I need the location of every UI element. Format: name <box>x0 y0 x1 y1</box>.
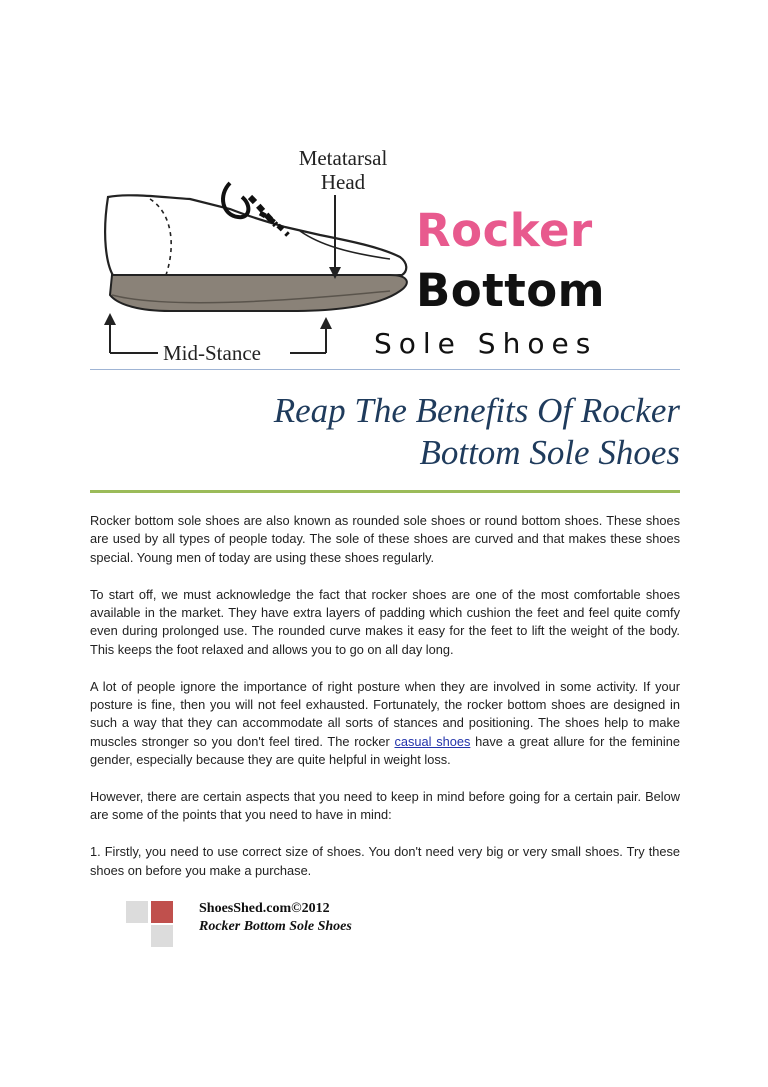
brand-word-sole-shoes: Sole Shoes <box>374 327 598 360</box>
paragraph-3-text-a: A lot of people ignore the importance of right posture when they are involved in some activity. If your posture is fine, then you will not feel exhausted. Fortunately, the rocker bottom shoes are designed in such a way that they can accommodate all sorts of stances and positioning. The shoes help to make muscles stronger so you don't feel tired. The rocker <box>90 678 680 749</box>
casual-shoes-link[interactable]: casual shoes <box>394 733 471 749</box>
brand-word-rocker: Rocker <box>416 204 593 257</box>
paragraph-3 <box>90 678 680 770</box>
brand-word-bottom: Bottom <box>416 264 606 317</box>
metatarsal-label <box>278 146 408 194</box>
logo-square-gray-top <box>126 901 148 923</box>
footer <box>199 900 352 936</box>
page-title-line1: Reap The Benefits Of Rocker <box>273 391 680 430</box>
page-title <box>180 390 680 474</box>
article-body <box>90 512 680 898</box>
paragraph-3-text-b: have a great allure for the feminine gender, especially because they are quite helpful in weight loss. <box>90 733 680 768</box>
footer-site: ShoesShed.com©2012 <box>199 901 330 916</box>
paragraph-5: 1. Firstly, you need to use correct size of shoes. You don't need very big or very small shoes. Try these shoes on before you make a purchase. <box>90 844 680 878</box>
hero-divider <box>90 369 680 370</box>
footer-doc-name: Rocker Bottom Sole Shoes <box>199 919 352 934</box>
paragraph-1: Rocker bottom sole shoes are also known as rounded sole shoes or round bottom shoes. These shoes are used by all types of people today. The sole of these shoes are curved and that makes these shoes special. Young men of today are using these shoes regularly. <box>90 513 680 565</box>
mid-stance-label: Mid-Stance <box>163 341 261 365</box>
metatarsal-label-line1: Metatarsal <box>298 146 388 170</box>
title-divider <box>90 490 680 493</box>
footer-logo-icon <box>126 901 174 947</box>
paragraph-4: However, there are certain aspects that you need to keep in mind before going for a certain pair. Below are some of the points that you need to have in mind: <box>90 789 680 823</box>
hero-image <box>90 135 682 373</box>
metatarsal-label-line2: Head <box>320 170 366 194</box>
logo-square-gray-bottom <box>151 925 173 947</box>
page-title-line2: Bottom Sole Shoes <box>419 433 680 472</box>
logo-square-red <box>151 901 173 923</box>
paragraph-2: To start off, we must acknowledge the fact that rocker shoes are one of the most comfortable shoes available in the market. They have extra layers of padding which cushion the feet and feel quite comfy even during prolonged use. The rounded curve makes it easy for the feet to lift the weight of the body. This keeps the foot relaxed and allows you to go on all day long. <box>90 586 680 657</box>
